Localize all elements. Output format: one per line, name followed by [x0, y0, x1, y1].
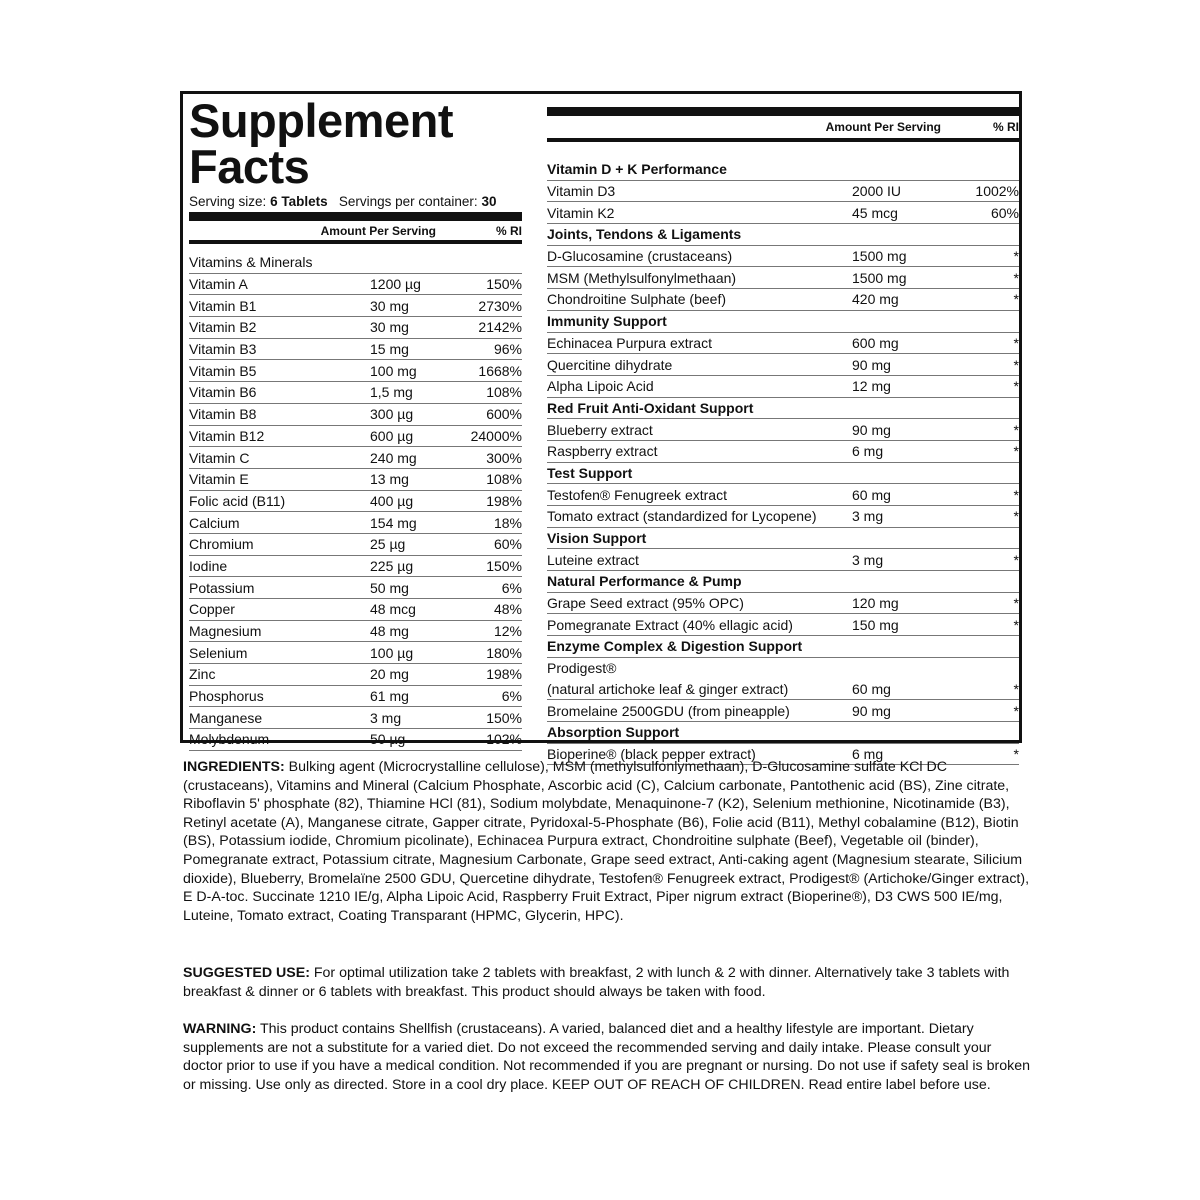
column-header: [189, 221, 522, 244]
header-bar-right: [547, 107, 1019, 116]
section-heading: [547, 636, 1019, 658]
nutrient-row: [189, 339, 522, 361]
nutrient-amount: 50 µg: [370, 731, 406, 748]
nutrient-row: [189, 447, 522, 469]
ingredient-name: Vitamin K2: [547, 204, 615, 221]
ingredient-row: [547, 289, 1019, 311]
section-heading-label: Absorption Support: [547, 724, 680, 741]
suggested-use-section: [183, 964, 1033, 1001]
ingredient-ri: *: [1013, 421, 1019, 438]
nutrient-amount: 30 mg: [370, 297, 409, 314]
nutrient-name: Iodine: [189, 557, 228, 574]
right-column: [547, 107, 1019, 765]
nutrient-amount: 48 mcg: [370, 601, 416, 618]
nutrient-amount: 3 mg: [370, 709, 402, 726]
title-line-2: Facts: [189, 140, 310, 193]
ingredient-amount: 90 mg: [852, 356, 891, 373]
ingredient-name: Tomato extract (standardized for Lycopene): [547, 508, 817, 525]
ingredient-row: [547, 202, 1019, 224]
ingredient-ri: *: [1013, 486, 1019, 503]
section-heading-label: Vitamin D + K Performance: [547, 161, 727, 178]
ingredient-name: Alpha Lipoic Acid: [547, 378, 654, 395]
nutrient-ri: 6%: [501, 579, 522, 596]
ingredient-name: Vitamin D3: [547, 183, 616, 200]
nutrient-row: [189, 360, 522, 382]
nutrient-amount: 13 mg: [370, 471, 409, 488]
nutrient-ri: 60%: [493, 536, 522, 553]
ingredient-ri: *: [1013, 334, 1019, 351]
nutrient-ri: 198%: [486, 666, 522, 683]
nutrient-ri: 96%: [493, 341, 522, 358]
nutrient-ri: 2142%: [478, 319, 522, 336]
serving-info: [189, 194, 522, 212]
warning-text: This product contains Shellfish (crustaceans). A varied, balanced diet and a healthy lifestyle are important. Dietary supplements are not a substitute for a varied diet. Do not exceed the recommended serving and daily intake. Please consult your doctor prior to use if you have a medical condition. Not recommended if you are pregnant or nursing. Do not use if safety seal is broken or missing. Use only as directed. Store in a cool dry place. KEEP OUT OF REACH OF CHILDREN. Read entire label before use.: [183, 1021, 1030, 1093]
ingredient-amount: 600 mg: [852, 334, 899, 351]
ingredient-amount: 45 mcg: [852, 204, 898, 221]
section-heading: [547, 722, 1019, 744]
ingredient-amount: 60 mg: [852, 486, 891, 503]
ingredients-section: [183, 758, 1033, 925]
nutrient-row: [189, 642, 522, 664]
nutrient-ri: 18%: [493, 514, 522, 531]
nutrient-row: [189, 491, 522, 513]
ingredient-name: Grape Seed extract (95% OPC): [547, 595, 744, 612]
nutrient-row: [189, 577, 522, 599]
nutrient-row: [189, 426, 522, 448]
nutrient-ri: 12%: [493, 623, 522, 640]
ingredient-row: [547, 181, 1019, 203]
nutrient-name: Vitamin C: [189, 449, 250, 466]
nutrient-ri: 600%: [486, 406, 522, 423]
nutrient-row: [189, 295, 522, 317]
nutrient-name: Vitamin B6: [189, 384, 257, 401]
nutrient-name: Copper: [189, 601, 235, 618]
ingredient-name: MSM (Methylsulfonylmethaan): [547, 269, 737, 286]
nutrient-row: [189, 469, 522, 491]
ingredient-row: [547, 679, 1019, 701]
ingredient-name: Luteine extract: [547, 551, 639, 568]
ingredient-amount: 120 mg: [852, 595, 899, 612]
nutrient-name: Potassium: [189, 579, 255, 596]
ingredient-name: Pomegranate Extract (40% ellagic acid): [547, 616, 793, 633]
nutrient-row: [189, 274, 522, 296]
nutrient-row: [189, 317, 522, 339]
ingredient-ri: *: [1013, 616, 1019, 633]
nutrient-amount: 100 mg: [370, 362, 417, 379]
nutrient-ri: 6%: [501, 688, 522, 705]
category-label: Vitamins & Minerals: [189, 254, 313, 271]
ingredient-amount: 6 mg: [852, 745, 884, 762]
ingredient-ri: *: [1013, 551, 1019, 568]
nutrient-amount: 1200 µg: [370, 276, 421, 293]
serving-size-value: 6 Tablets: [270, 194, 328, 209]
ingredient-name: (natural artichoke leaf & ginger extract): [547, 680, 789, 697]
ingredient-name: Bioperine® (black pepper extract): [547, 745, 756, 762]
ingredient-ri: *: [1013, 443, 1019, 460]
nutrient-name: Phosphorus: [189, 688, 264, 705]
section-heading-label: Natural Performance & Pump: [547, 573, 742, 590]
section-heading-label: Test Support: [547, 464, 633, 481]
section-heading: [547, 224, 1019, 246]
ingredient-ri: *: [1013, 745, 1019, 762]
section-heading: [547, 159, 1019, 181]
amount-header-right: Amount Per Serving: [825, 120, 941, 134]
nutrient-ri: 150%: [486, 276, 522, 293]
nutrient-amount: 15 mg: [370, 341, 409, 358]
header-bar: [189, 212, 522, 221]
nutrient-row: [189, 707, 522, 729]
nutrient-ri: 108%: [486, 471, 522, 488]
ingredient-amount: 6 mg: [852, 443, 884, 460]
warning-label: WARNING:: [183, 1021, 257, 1037]
ingredient-amount: 420 mg: [852, 291, 899, 308]
ingredient-ri: *: [1013, 508, 1019, 525]
nutrient-row: [189, 621, 522, 643]
ingredient-row: [547, 614, 1019, 636]
ingredient-ri: *: [1013, 291, 1019, 308]
nutrient-amount: 100 µg: [370, 644, 414, 661]
nutrient-amount: 400 µg: [370, 492, 414, 509]
ingredient-amount: 3 mg: [852, 508, 884, 525]
ingredient-name: Bromelaine 2500GDU (from pineapple): [547, 702, 790, 719]
ingredient-amount: 1500 mg: [852, 269, 907, 286]
nutrient-row: [189, 664, 522, 686]
nutrient-name: Vitamin E: [189, 471, 249, 488]
nutrient-name: Vitamin B1: [189, 297, 257, 314]
section-heading: [547, 463, 1019, 485]
nutrient-ri: 198%: [486, 492, 522, 509]
nutrient-row: [189, 729, 522, 751]
nutrient-name: Vitamin B12: [189, 427, 265, 444]
ingredient-amount: 90 mg: [852, 702, 891, 719]
serving-size-label: Serving size:: [189, 194, 267, 209]
nutrient-name: Manganese: [189, 709, 263, 726]
ingredient-row: [547, 441, 1019, 463]
ingredient-row: [547, 333, 1019, 355]
nutrient-name: Vitamin B2: [189, 319, 257, 336]
ingredient-name: Chondroitine Sulphate (beef): [547, 291, 727, 308]
ingredient-row: [547, 506, 1019, 528]
ingredient-row: [547, 354, 1019, 376]
ri-header-right: % RI: [992, 120, 1019, 134]
section-heading-label: Immunity Support: [547, 313, 667, 330]
ingredient-ri: *: [1013, 595, 1019, 612]
nutrient-amount: 154 mg: [370, 514, 417, 531]
ingredient-row: [547, 593, 1019, 615]
ingredient-amount: 60 mg: [852, 680, 891, 697]
nutrient-row: [189, 512, 522, 534]
title-line-1: Supplement: [189, 94, 453, 147]
nutrient-name: Folic acid (B11): [189, 492, 286, 509]
left-column: [189, 94, 522, 751]
section-heading-label: Joints, Tendons & Ligaments: [547, 226, 742, 243]
ingredient-row: [547, 267, 1019, 289]
category-row: [189, 252, 522, 274]
ingredient-name: Testofen® Fenugreek extract: [547, 486, 727, 503]
performance-blend-table: [547, 159, 1019, 765]
section-heading-label: Vision Support: [547, 530, 647, 547]
nutrient-row: [189, 382, 522, 404]
nutrient-ri: 180%: [486, 644, 522, 661]
nutrient-row: [189, 534, 522, 556]
section-heading: [547, 571, 1019, 593]
ingredient-amount: 90 mg: [852, 421, 891, 438]
nutrient-name: Calcium: [189, 514, 240, 531]
nutrient-name: Vitamin B8: [189, 406, 257, 423]
nutrient-row: [189, 556, 522, 578]
nutrient-amount: 240 mg: [370, 449, 417, 466]
nutrient-amount: 48 mg: [370, 623, 409, 640]
warning-section: [183, 1020, 1033, 1094]
ingredient-name: Raspberry extract: [547, 443, 658, 460]
nutrient-ri: 24000%: [470, 427, 522, 444]
nutrient-ri: 108%: [486, 384, 522, 401]
ingredient-row: [547, 376, 1019, 398]
section-heading: [547, 311, 1019, 333]
nutrient-name: Magnesium: [189, 623, 262, 640]
section-heading-label: Red Fruit Anti-Oxidant Support: [547, 399, 754, 416]
ingredient-name: Blueberry extract: [547, 421, 653, 438]
nutrient-name: Selenium: [189, 644, 248, 661]
nutrient-ri: 150%: [486, 557, 522, 574]
amount-header: Amount Per Serving: [320, 223, 436, 238]
nutrient-ri: 150%: [486, 709, 522, 726]
nutrient-amount: 225 µg: [370, 557, 414, 574]
ingredient-amount: 150 mg: [852, 616, 899, 633]
servings-per-container-label: Servings per container:: [338, 194, 478, 209]
column-header-right: [547, 116, 1019, 142]
nutrient-name: Vitamin A: [189, 276, 248, 293]
nutrient-name: Zinc: [189, 666, 216, 683]
ri-header: % RI: [495, 223, 522, 238]
nutrient-amount: 1,5 mg: [370, 384, 413, 401]
nutrient-ri: 2730%: [478, 297, 522, 314]
nutrient-amount: 25 µg: [370, 536, 406, 553]
nutrient-row: [189, 686, 522, 708]
ingredients-label: INGREDIENTS:: [183, 759, 285, 775]
vitamins-minerals-table: [189, 274, 522, 751]
nutrient-name: Molybdenum: [189, 731, 270, 748]
nutrient-name: Vitamin B3: [189, 341, 257, 358]
nutrient-ri: 1668%: [478, 362, 522, 379]
nutrient-ri: 102%: [486, 731, 522, 748]
ingredient-name: Echinacea Purpura extract: [547, 334, 712, 351]
nutrient-amount: 20 mg: [370, 666, 409, 683]
ingredient-row: [547, 658, 1019, 679]
nutrient-amount: 300 µg: [370, 406, 414, 423]
ingredient-ri: 60%: [990, 204, 1019, 221]
nutrient-ri: 48%: [493, 601, 522, 618]
ingredient-amount: 1500 mg: [852, 248, 907, 265]
ingredient-row: [547, 246, 1019, 268]
ingredient-ri: 1002%: [975, 183, 1019, 200]
nutrient-name: Vitamin B5: [189, 362, 257, 379]
ingredient-row: [547, 700, 1019, 722]
ingredient-name: D-Glucosamine (crustaceans): [547, 248, 733, 265]
ingredient-amount: 12 mg: [852, 378, 891, 395]
ingredient-amount: 2000 IU: [852, 183, 902, 200]
nutrient-row: [189, 599, 522, 621]
nutrient-amount: 50 mg: [370, 579, 409, 596]
ingredient-row: [547, 419, 1019, 441]
ingredient-name: Prodigest®: [547, 660, 617, 677]
suggested-use-label: SUGGESTED USE:: [183, 965, 310, 981]
ingredients-text: Bulking agent (Microcrystalline cellulose), MSM (methylsulfonlymethaan), D-Glucosamine sulfate KCl DC (crustaceans), Vitamins and Mineral (Calcium Phosphate, Ascorbic acid (C), Calcium carbonate, Pantothenic acid (BS), Zine citrate, Riboflavin 5' phosphate (82), Thiamine HCl (81), Sodium molybdate, Menaquinone-7 (K2), Selenium methionine, Nicotinamide (B3), Retinyl acetate (A), Manganese citrate, Gapper citrate, Pyridoxal-5-Phosphate (B6), Folie acid (B11), Methyl cobalamine (B12), Biotin (BS), Potassium iodide, Chromium picolinate), Echinacea Purpura extract, Chondroitine sulphate (Beef), Vegetable oil (binder), Pomegranate extract, Potassium citrate, Magnesium Carbonate, Grape seed extract, Anti-caking agent (Magnesium stearate, Silicium dioxide), Blueberry, Bromelaïne 2500 GDU, Quercetine dihydrate, Testofen® Fenugreek extract, Prodigest® (Artichoke/Ginger extract), E D-A-toc. Succinate 1210 IE/g, Alpha Lipoic Acid, Raspberry Fruit Extract, Piper nigrum extract (Bioperine®), D3 CWS 500 IE/mg, Luteine, Tomato extract, Coating Transparant (HPMC, Glycerin, HPC).: [183, 759, 1030, 924]
ingredient-name: Quercitine dihydrate: [547, 356, 673, 373]
panel-title: [189, 94, 522, 193]
section-heading: [547, 528, 1019, 550]
nutrient-row: [189, 404, 522, 426]
ingredient-ri: *: [1013, 248, 1019, 265]
nutrient-amount: 30 mg: [370, 319, 409, 336]
section-heading-label: Enzyme Complex & Digestion Support: [547, 638, 803, 655]
servings-per-container-value: 30: [481, 194, 497, 209]
nutrient-amount: 61 mg: [370, 688, 409, 705]
ingredient-amount: 3 mg: [852, 551, 884, 568]
ingredient-ri: *: [1013, 680, 1019, 697]
ingredient-ri: *: [1013, 356, 1019, 373]
ingredient-ri: *: [1013, 702, 1019, 719]
ingredient-ri: *: [1013, 378, 1019, 395]
ingredient-ri: *: [1013, 269, 1019, 286]
nutrient-ri: 300%: [486, 449, 522, 466]
nutrient-amount: 600 µg: [370, 427, 414, 444]
section-heading: [547, 398, 1019, 420]
suggested-use-text: For optimal utilization take 2 tablets with breakfast, 2 with lunch & 2 with dinner. Alternatively take 3 tablets with breakfast & dinner or 6 tablets with breakfast. This product should always be taken with food.: [183, 965, 1010, 1000]
ingredient-row: [547, 549, 1019, 571]
ingredient-row: [547, 484, 1019, 506]
nutrient-name: Chromium: [189, 536, 254, 553]
